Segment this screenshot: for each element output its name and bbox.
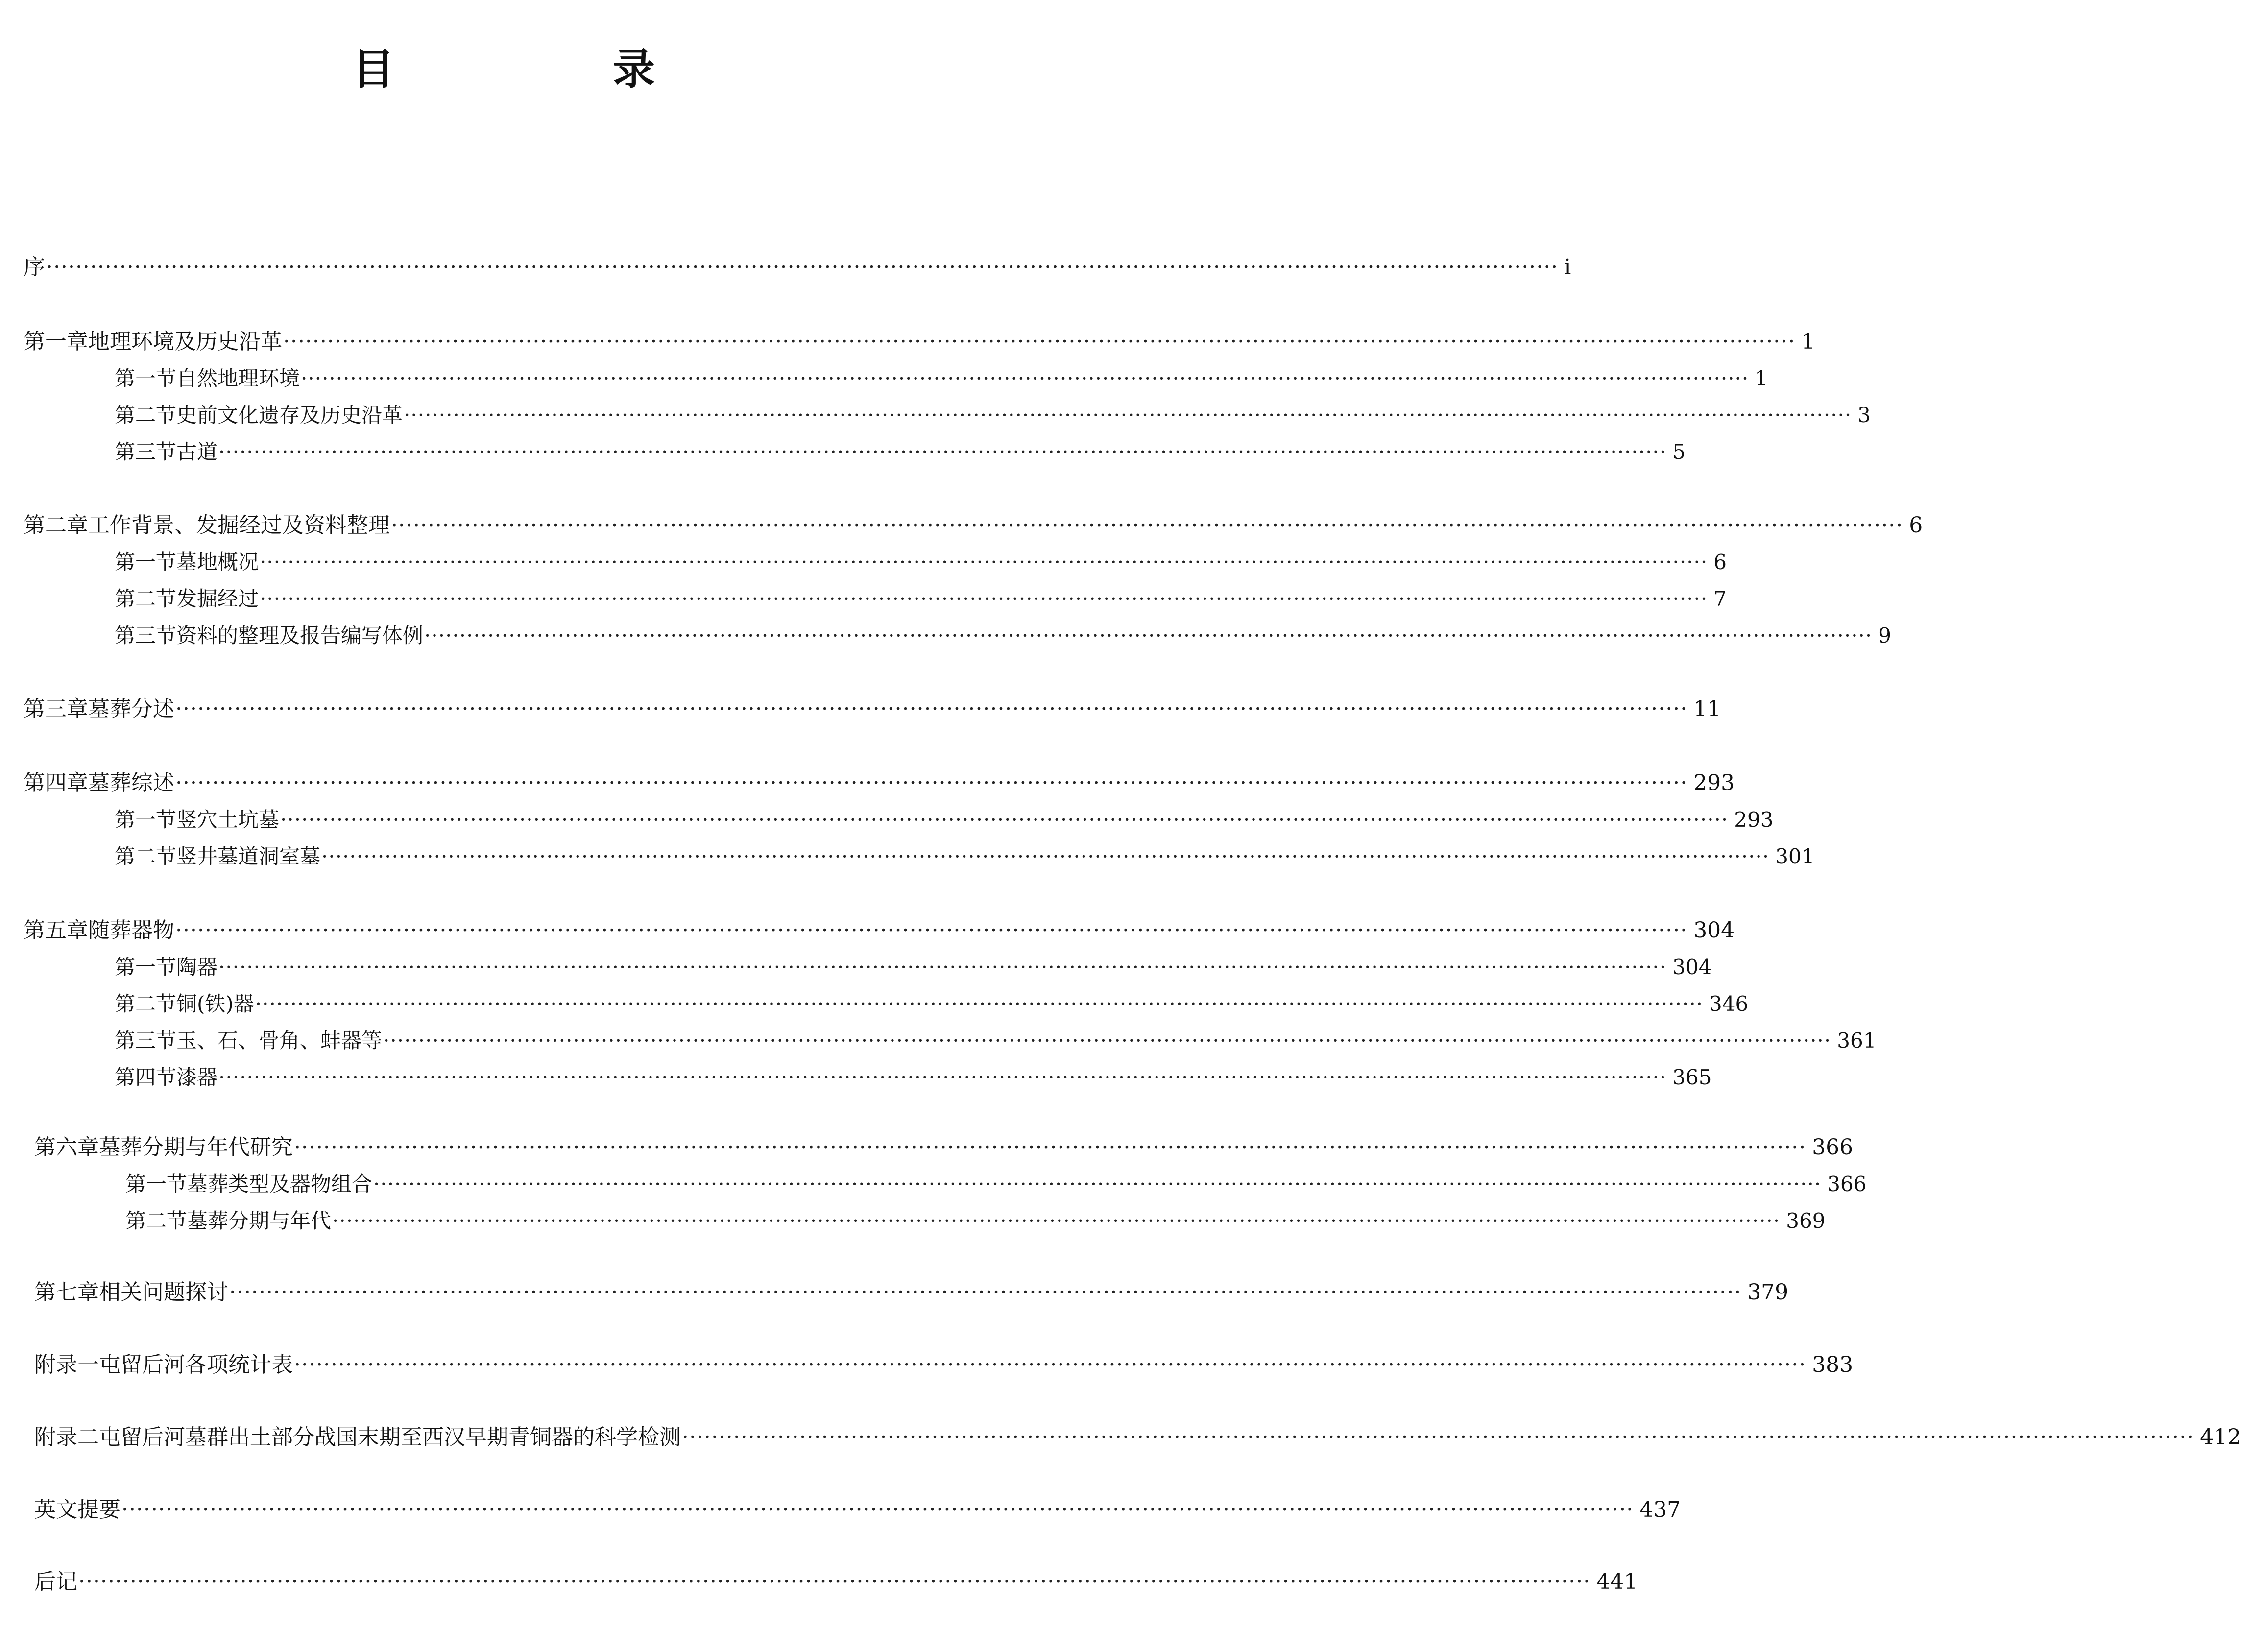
chapter-title: 地理环境及历史沿革 — [88, 329, 282, 354]
dot-leader: ·············································································································································································································· — [218, 955, 1667, 979]
chapter-title: 工作背景、发掘经过及资料整理 — [88, 513, 390, 538]
section-label: 第二节 — [115, 844, 177, 868]
dot-leader: ·············································································································································································································· — [121, 1497, 1634, 1522]
section-title: 史前文化遗存及历史沿革 — [176, 403, 403, 427]
page-number: 366 — [1827, 1172, 1867, 1196]
toc-entry-chapter-5 — [24, 916, 1735, 945]
dot-leader: ·············································································································································································································· — [294, 1135, 1807, 1160]
section-label: 第二节 — [115, 587, 177, 611]
chapter-label: 第一章 — [24, 329, 88, 354]
section-title: 漆器 — [176, 1065, 218, 1089]
section-title: 发掘经过 — [176, 587, 259, 611]
page-number: 1 — [1801, 329, 1815, 354]
section-label: 第一节 — [115, 955, 177, 979]
toc-entry-section — [115, 1063, 1712, 1092]
section-label: 第二节 — [125, 1209, 188, 1233]
section-title: 古道 — [176, 440, 218, 464]
section-title: 自然地理环境 — [176, 366, 300, 390]
chapter-label: 第三章 — [24, 696, 88, 721]
page-number: 304 — [1693, 918, 1735, 943]
toc-entry-section — [115, 401, 1871, 430]
chapter-label: 第二章 — [24, 513, 88, 538]
dot-leader: ·············································································································································································································· — [260, 587, 1708, 611]
appendix-title: 屯留后河各项统计表 — [99, 1352, 293, 1377]
toc-entry-section — [125, 1170, 1867, 1199]
page-number: 369 — [1786, 1209, 1826, 1233]
toc-entry-chapter-1 — [24, 327, 1815, 357]
toc-entry-chapter-2 — [24, 511, 1923, 540]
section-label: 第四节 — [115, 1065, 177, 1089]
dot-leader: ·············································································································································································································· — [255, 992, 1704, 1016]
toc-entry-abstract — [34, 1495, 1681, 1525]
toc-entry-section — [125, 1206, 1826, 1236]
section-label: 第二节 — [115, 403, 177, 427]
section-label: 第一节 — [115, 550, 177, 574]
toc-entry-section — [115, 805, 1774, 835]
section-label: 第一节 — [125, 1172, 188, 1196]
dot-leader: ·············································································································································································································· — [373, 1172, 1822, 1196]
dot-leader: ·············································································································································································································· — [424, 623, 1873, 647]
dot-leader: ·············································································································································································································· — [321, 844, 1770, 868]
section-title: 资料的整理及报告编写体例 — [176, 623, 424, 647]
toc-entry-preface — [24, 253, 1571, 282]
page-number: 5 — [1672, 440, 1686, 464]
page-number: 379 — [1747, 1280, 1789, 1305]
section-title: 竖井墓道洞室墓 — [176, 844, 321, 868]
dot-leader: ·············································································································································································································· — [229, 1280, 1742, 1305]
section-label: 第三节 — [115, 440, 177, 464]
dot-leader: ·············································································································································································································· — [218, 440, 1667, 464]
page-number: 441 — [1596, 1569, 1638, 1594]
dot-leader: ·············································································································································································································· — [383, 1029, 1831, 1053]
toc-entry-appendix-1 — [34, 1350, 1854, 1380]
page-number: 365 — [1672, 1065, 1712, 1089]
page-number: 361 — [1837, 1029, 1877, 1053]
dot-leader: ·············································································································································································································· — [46, 255, 1559, 280]
toc-entry-postscript — [34, 1567, 1638, 1597]
chapter-title: 随葬器物 — [88, 918, 174, 943]
page-number: 7 — [1713, 587, 1727, 611]
appendix-label: 附录一 — [34, 1352, 99, 1377]
section-title: 铜(铁)器 — [176, 992, 254, 1016]
toc-entry-chapter-6 — [34, 1133, 1854, 1162]
toc-entry-section — [115, 437, 1686, 467]
section-label: 第三节 — [115, 623, 177, 647]
dot-leader: ·············································································································································································································· — [404, 403, 1852, 427]
page-number: 346 — [1709, 992, 1749, 1016]
section-label: 第三节 — [115, 1029, 177, 1053]
dot-leader: ·············································································································································································································· — [301, 366, 1749, 390]
page-number: 1 — [1755, 366, 1768, 390]
dot-leader: ·············································································································································································································· — [332, 1209, 1781, 1233]
toc-entry-section — [115, 953, 1712, 982]
page-number: 383 — [1812, 1352, 1854, 1377]
dot-leader: ·············································································································································································································· — [682, 1425, 2194, 1450]
page-number: 412 — [2200, 1425, 2241, 1450]
toc-entry-chapter-3 — [24, 694, 1721, 724]
dot-leader: ·············································································································································································································· — [391, 513, 1904, 538]
chapter-title: 墓葬分期与年代研究 — [99, 1135, 293, 1160]
page-number: 9 — [1878, 623, 1891, 647]
section-title: 竖穴土坑墓 — [176, 808, 280, 832]
dot-leader: ·············································································································································································································· — [218, 1065, 1667, 1089]
section-label: 第一节 — [115, 808, 177, 832]
page-number: 301 — [1775, 844, 1815, 868]
entry-label: 后记 — [34, 1569, 77, 1594]
section-title: 墓地概况 — [176, 550, 259, 574]
toc-entry-section — [115, 584, 1727, 614]
page-title: 目 录 — [352, 45, 743, 94]
section-title: 玉、石、骨角、蚌器等 — [176, 1029, 383, 1053]
dot-leader: ·············································································································································································································· — [175, 918, 1688, 943]
page-number: 6 — [1909, 513, 1923, 538]
toc-entry-chapter-4 — [24, 768, 1735, 798]
page-number: 437 — [1639, 1497, 1681, 1522]
page-number: i — [1564, 255, 1571, 280]
dot-leader: ·············································································································································································································· — [175, 770, 1688, 795]
page-number: 293 — [1734, 808, 1774, 832]
toc-entry-section — [115, 548, 1727, 577]
toc-entry-section — [115, 364, 1768, 393]
section-label: 第一节 — [115, 366, 177, 390]
section-title: 陶器 — [176, 955, 218, 979]
section-title: 墓葬分期与年代 — [187, 1209, 332, 1233]
dot-leader: ·············································································································································································································· — [280, 808, 1729, 832]
dot-leader: ·············································································································································································································· — [260, 550, 1708, 574]
dot-leader: ·············································································································································································································· — [175, 696, 1688, 721]
entry-label: 英文提要 — [34, 1497, 120, 1522]
chapter-title: 墓葬分述 — [88, 696, 174, 721]
page-number: 6 — [1713, 550, 1727, 574]
page-number: 3 — [1857, 403, 1871, 427]
toc-entry-section — [115, 989, 1749, 1019]
chapter-title: 墓葬综述 — [88, 770, 174, 795]
toc-entry-section — [115, 842, 1815, 871]
dot-leader: ·············································································································································································································· — [78, 1569, 1591, 1594]
dot-leader: ·············································································································································································································· — [294, 1352, 1807, 1377]
toc-entry-section — [115, 621, 1891, 650]
toc-entry-section — [115, 1026, 1877, 1055]
appendix-title: 屯留后河墓群出土部分战国末期至西汉早期青铜器的科学检测 — [99, 1425, 681, 1450]
page-number: 293 — [1693, 770, 1735, 795]
toc-entry-chapter-7 — [34, 1278, 1789, 1307]
dot-leader: ·············································································································································································································· — [283, 329, 1796, 354]
chapter-label: 第五章 — [24, 918, 88, 943]
chapter-label: 第四章 — [24, 770, 88, 795]
toc-entry-appendix-2 — [34, 1423, 2241, 1452]
entry-label: 序 — [24, 255, 45, 280]
appendix-label: 附录二 — [34, 1425, 99, 1450]
chapter-title: 相关问题探讨 — [99, 1280, 228, 1305]
page-number: 304 — [1672, 955, 1712, 979]
chapter-label: 第七章 — [34, 1280, 99, 1305]
section-label: 第二节 — [115, 992, 177, 1016]
chapter-label: 第六章 — [34, 1135, 99, 1160]
page-number: 11 — [1693, 696, 1721, 721]
page-number: 366 — [1812, 1135, 1854, 1160]
section-title: 墓葬类型及器物组合 — [187, 1172, 373, 1196]
